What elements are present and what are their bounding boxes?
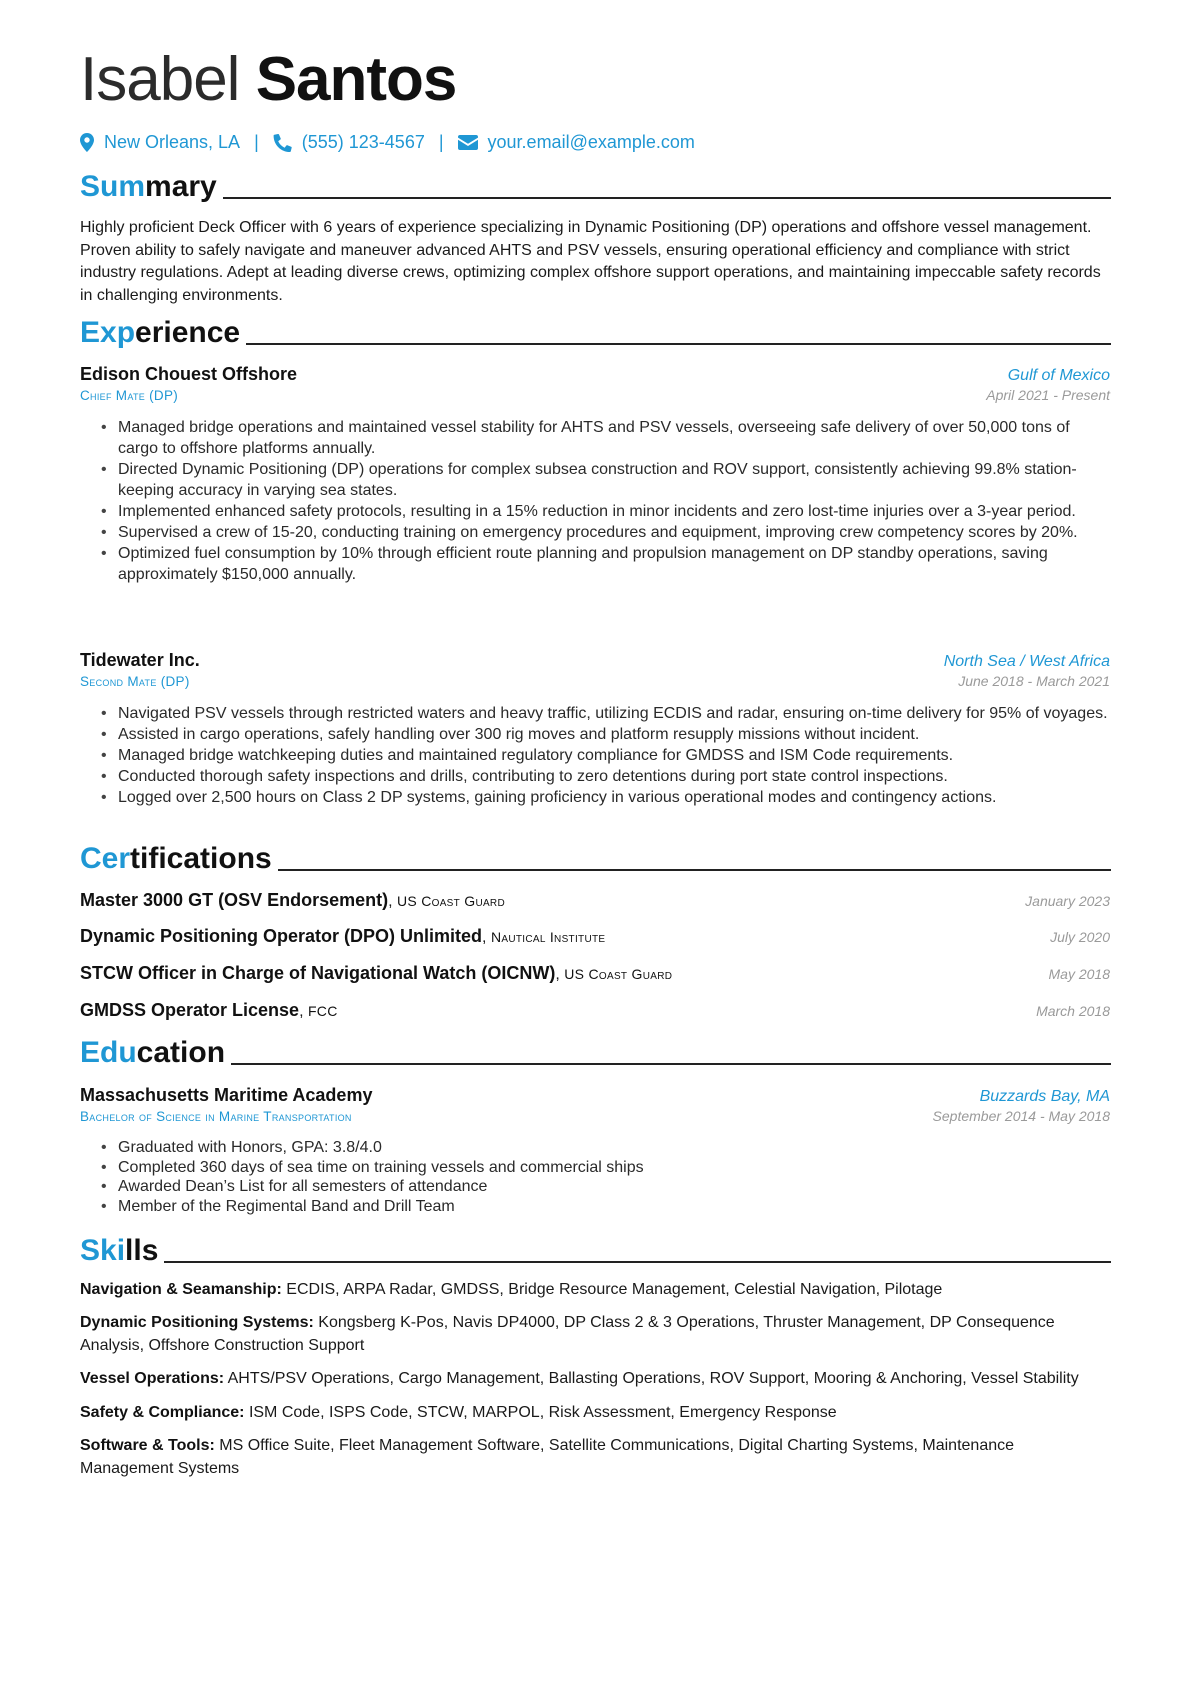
job-bullets — [80, 417, 1110, 585]
cert-date: July 2020 — [1050, 929, 1110, 945]
skill-category: Software & Tools: — [80, 1437, 215, 1454]
section-heading-certifications — [80, 840, 1111, 876]
section-title: Education — [80, 1036, 226, 1069]
experience-entry — [80, 364, 1110, 585]
list-item: • Member of the Regimental Band and Drill Team — [118, 1197, 1110, 1217]
list-item: • Managed bridge watchkeeping duties and maintained regulatory compliance for GMDSS and ISM Code requirements. — [118, 745, 1110, 766]
list-item: • Completed 360 days of sea time on training vessels and commercial ships — [118, 1158, 1110, 1178]
skill-row — [80, 1368, 1110, 1391]
certification-row: GMDSS Operator License, FCC March 2018 — [80, 1000, 1110, 1020]
section-rule — [164, 1261, 1111, 1263]
section-title: Summary — [80, 170, 217, 203]
cert-name: GMDSS Operator License — [80, 1000, 300, 1020]
certification-row: STCW Officer in Charge of Navigational Watch (OICNW), US Coast Guard May 2018 — [80, 963, 1110, 983]
summary-text: Highly proficient Deck Officer with 6 years of experience specializing in Dynamic Positioning (DP) operations and offshore vessel management. Proven ability to safely navigate and maneuver advanced AHTS and PSV vessels, ensuring operational efficiency and compliance with strict industry regulations. Adept at leading diverse crews, optimizing complex offshore support operations, and maintaining impeccable safety records in challenging environments. — [80, 219, 1101, 304]
skill-category: Vessel Operations: — [80, 1370, 225, 1387]
experience-entry — [80, 650, 1110, 808]
skill-items: ECDIS, ARPA Radar, GMDSS, Bridge Resource Management, Celestial Navigation, Pilotage — [286, 1281, 943, 1298]
skill-row — [80, 1402, 1110, 1425]
location-text: New Orleans, LA — [104, 132, 241, 152]
school-name: Massachusetts Maritime Academy — [80, 1085, 373, 1105]
skill-row — [80, 1279, 1110, 1302]
job-bullets — [80, 703, 1110, 808]
email-text: your.email@example.com — [487, 132, 695, 152]
last-name: Santos — [255, 45, 457, 114]
cert-issuer: Nautical Institute — [490, 929, 606, 945]
section-title: Experience — [80, 316, 241, 349]
contact-line — [80, 132, 695, 153]
map-pin-icon — [80, 133, 94, 152]
cert-issuer: US Coast Guard — [564, 966, 673, 982]
list-item: • Optimized fuel consumption by 10% through efficient route planning and propulsion management on DP standby operations, saving approximately $150,000 annually. — [118, 543, 1110, 585]
section-rule — [246, 343, 1111, 345]
section-rule — [278, 869, 1111, 871]
list-item: • Assisted in cargo operations, safely handling over 300 rig moves and platform resupply missions without incident. — [118, 724, 1110, 745]
contact-separator: | — [254, 132, 259, 152]
certification-row: Master 3000 GT (OSV Endorsement), US Coast Guard January 2023 — [80, 890, 1110, 910]
contact-separator: | — [438, 132, 444, 152]
list-item: • Directed Dynamic Positioning (DP) operations for complex subsea construction and ROV support, consistently achieving 99.8% station-keeping accuracy in varying sea states. — [118, 459, 1110, 501]
skill-row — [80, 1312, 1110, 1357]
list-item: • Supervised a crew of 15-20, conducting training on emergency procedures and equipment, improving crew competency scores by 20%. — [118, 522, 1110, 543]
section-heading-summary — [80, 168, 1111, 204]
degree: Bachelor of Science in Marine Transportation — [80, 1109, 352, 1124]
cert-name: Master 3000 GT (OSV Endorsement) — [80, 890, 389, 910]
contact-email[interactable] — [458, 132, 695, 153]
skill-items: AHTS/PSV Operations, Cargo Management, Ballasting Operations, ROV Support, Mooring & Anchoring, Vessel Stability — [227, 1370, 1079, 1387]
cert-name: STCW Officer in Charge of Navigational Watch (OICNW) — [80, 963, 556, 983]
phone-text: (555) 123-4567 — [301, 132, 425, 152]
school-location: Buzzards Bay, MA — [979, 1088, 1110, 1105]
job-role: Chief Mate (DP) — [80, 388, 179, 403]
section-rule — [231, 1063, 1111, 1065]
skill-items: ISM Code, ISPS Code, STCW, MARPOL, Risk Assessment, Emergency Response — [248, 1404, 837, 1421]
skill-row — [80, 1435, 1110, 1480]
section-rule — [223, 197, 1111, 199]
job-role: Second Mate (DP) — [80, 674, 190, 689]
cert-issuer: FCC — [307, 1003, 338, 1019]
section-title: Certifications — [80, 842, 272, 875]
education-entry — [80, 1085, 1110, 1216]
list-item: • Awarded Dean’s List for all semesters of attendance — [118, 1177, 1110, 1197]
section-heading-skills — [80, 1232, 1111, 1268]
education-dates: September 2014 - May 2018 — [932, 1108, 1110, 1124]
company-name: Edison Chouest Offshore — [80, 364, 298, 384]
cert-date: January 2023 — [1025, 893, 1110, 909]
first-name: Isabel — [80, 45, 240, 114]
job-location: North Sea / West Africa — [943, 653, 1110, 670]
candidate-name — [80, 44, 456, 116]
job-location: Gulf of Mexico — [1007, 367, 1110, 384]
contact-location — [80, 132, 240, 153]
list-item: • Conducted thorough safety inspections and drills, contributing to zero detentions during port state control inspections. — [118, 766, 1110, 787]
skill-items: Kongsberg K-Pos, Navis DP4000, DP Class 2 & 3 Operations, Thruster Management, DP Consequence Analysis, Offshore Construction Support — [80, 1314, 1055, 1354]
skill-category: Safety & Compliance: — [80, 1404, 245, 1421]
envelope-icon — [458, 135, 478, 150]
cert-date: May 2018 — [1048, 966, 1110, 982]
skill-items: MS Office Suite, Fleet Management Software, Satellite Communications, Digital Charting Systems, Maintenance Management Systems — [80, 1437, 1015, 1477]
education-bullets — [80, 1138, 1110, 1216]
contact-phone[interactable] — [273, 132, 425, 153]
skill-category: Dynamic Positioning Systems: — [80, 1314, 314, 1331]
cert-name: Dynamic Positioning Operator (DPO) Unlimited — [80, 926, 483, 946]
list-item: • Graduated with Honors, GPA: 3.8/4.0 — [118, 1138, 1110, 1158]
company-name: Tidewater Inc. — [80, 650, 200, 670]
list-item: • Managed bridge operations and maintained vessel stability for AHTS and PSV vessels, overseeing safe delivery of over 50,000 tons of cargo to offshore platforms annually. — [118, 417, 1110, 459]
certification-row: Dynamic Positioning Operator (DPO) Unlimited, Nautical Institute July 2020 — [80, 926, 1110, 946]
skill-category: Navigation & Seamanship: — [80, 1281, 282, 1298]
job-dates: April 2021 - Present — [986, 387, 1110, 403]
section-title: Skills — [80, 1234, 159, 1267]
cert-issuer: US Coast Guard — [396, 893, 505, 909]
list-item: • Logged over 2,500 hours on Class 2 DP systems, gaining proficiency in various operational modes and contingency actions. — [118, 787, 1110, 808]
cert-date: March 2018 — [1036, 1003, 1110, 1019]
list-item: • Navigated PSV vessels through restricted waters and heavy traffic, utilizing ECDIS and radar, ensuring on-time delivery for 95% of voyages. — [118, 703, 1110, 724]
phone-icon — [273, 133, 292, 152]
section-heading-education — [80, 1034, 1111, 1070]
job-dates: June 2018 - March 2021 — [958, 673, 1110, 689]
list-item: • Implemented enhanced safety protocols, resulting in a 15% reduction in minor incidents and zero lost-time injuries over a 3-year period. — [118, 501, 1110, 522]
section-heading-experience — [80, 314, 1111, 350]
